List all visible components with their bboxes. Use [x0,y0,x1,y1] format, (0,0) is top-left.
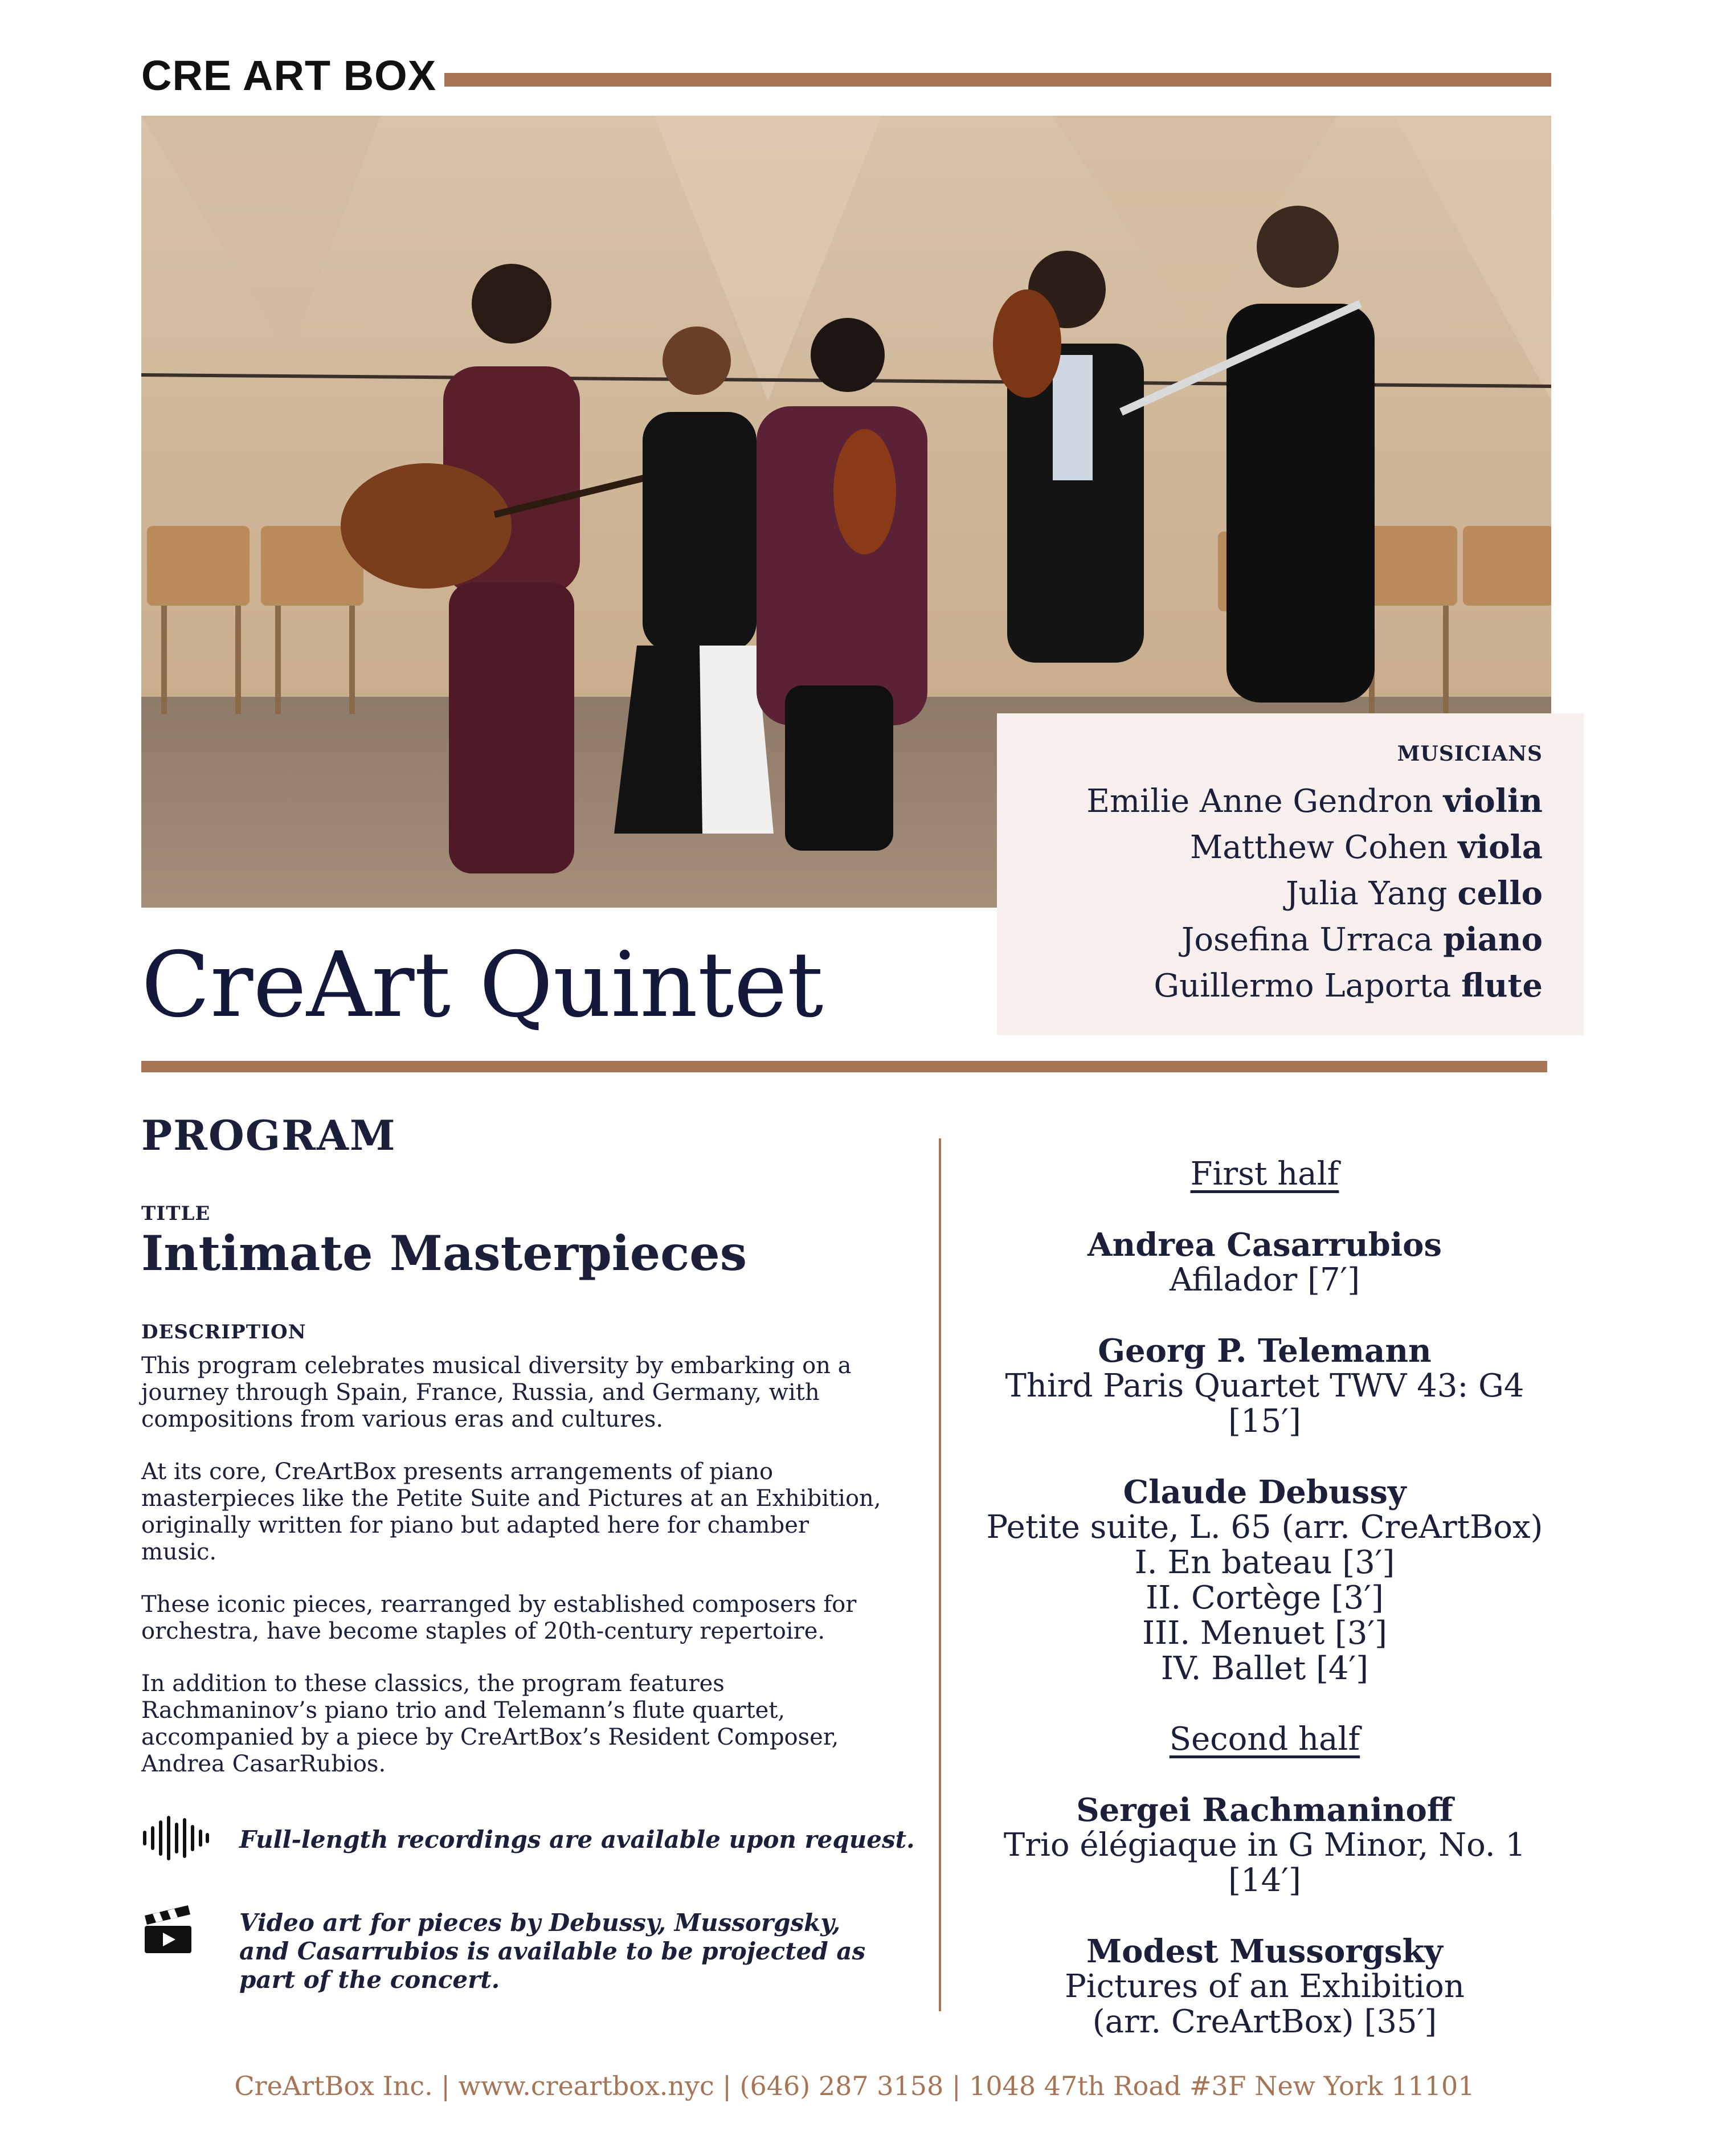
composer: Claude Debussy [1123,1473,1407,1511]
piece [968,1475,1561,1687]
musician-name: Josefina Urraca [1181,921,1433,958]
musician-row [997,963,1543,1009]
clapperboard-icon [142,1903,194,1957]
column-divider [939,1138,941,2011]
composer: Sergei Rachmaninoff [1076,1791,1453,1829]
description-paragraph: At its core, CreArtBox presents arrangements of piano masterpieces like the Petite Suite and Pictures at an Exhibition, originally written for piano but adapted here for chamber music. [141,1459,881,1565]
musician-instrument: flute [1461,967,1543,1004]
sound-wave-icon [141,1815,210,1863]
piece [968,1934,1561,2040]
composer: Georg P. Telemann [1098,1332,1432,1370]
piece [968,1792,1561,1898]
first-half-label: First half [1190,1155,1339,1193]
piece-line: IV. Ballet [4′] [1160,1650,1369,1687]
musician-instrument: cello [1457,875,1543,912]
piece [968,1227,1561,1298]
section-divider [141,1061,1547,1072]
footer-contact: CreArtBox Inc. | www.creartbox.nyc | (646) 287 3158 | 1048 47th Road #3F New York 11101 [234,2071,1475,2101]
piece-line: III. Menuet [3′] [1142,1615,1388,1652]
piece-line: Pictures of an Exhibition [1065,1968,1465,2005]
piece-line: (arr. CreArtBox) [35′] [1092,2003,1437,2040]
program-heading: PROGRAM [141,1111,396,1159]
description [141,1353,882,1803]
musician-name: Guillermo Laporta [1154,967,1452,1004]
musician-name: Matthew Cohen [1189,829,1448,866]
piece-line: Trio élégiaque in G Minor, No. 1 [14′] [1003,1827,1526,1899]
title-label: TITLE [141,1202,211,1225]
description-paragraph: In addition to these classics, the program features Rachmaninov’s piano trio and Telemann’s flute quartet, accompanied by a piece by CreArtBox’s Resident Composer, Andrea CasarRubios. [141,1671,839,1777]
ensemble-title: CreArt Quintet [141,933,824,1038]
musician-row [997,917,1543,963]
piece-line: II. Cortège [3′] [1146,1579,1384,1616]
header-rule [444,73,1551,87]
musician-instrument: piano [1443,921,1543,958]
musician-instrument: viola [1458,828,1543,866]
musician-row [997,871,1543,917]
musician-row [997,778,1543,824]
musician-name: Emilie Anne Gendron [1086,783,1433,820]
musician-instrument: violin [1443,782,1543,820]
description-paragraph: This program celebrates musical diversity by embarking on a journey through Spain, France, Russia, and Germany, with compositions from various eras and cultures. [141,1353,852,1432]
brand-logo: CRE ART BOX [141,52,437,99]
piece-line: Third Paris Quartet TWV 43: G4 [15′] [1005,1367,1524,1440]
piece [968,1333,1561,1439]
program-title: Intimate Masterpieces [141,1225,747,1281]
piece-line: I. En bateau [3′] [1134,1544,1395,1581]
musicians-heading: MUSICIANS [1397,742,1543,766]
composer: Andrea Casarrubios [1087,1226,1442,1264]
piece-line: Afilador [7′] [1169,1261,1360,1298]
description-paragraph: These iconic pieces, rearranged by established composers for orchestra, have become staples of 20th-century repertoire. [141,1591,857,1644]
description-label: DESCRIPTION [141,1321,306,1344]
repertoire [968,1157,1561,2075]
composer: Modest Mussorgsky [1086,1933,1443,1970]
second-half-label: Second half [1169,1721,1360,1758]
recordings-note: Full-length recordings are available upon request. [239,1826,915,1853]
video-art-note: Video art for pieces by Debussy, Mussorgsky, and Casarrubios is available to be projected as part of the concert. [239,1909,866,1994]
piece-line: Petite suite, L. 65 (arr. CreArtBox) [986,1509,1543,1546]
musicians-panel [997,713,1584,1035]
musician-row [997,824,1543,871]
musician-name: Julia Yang [1286,875,1448,912]
